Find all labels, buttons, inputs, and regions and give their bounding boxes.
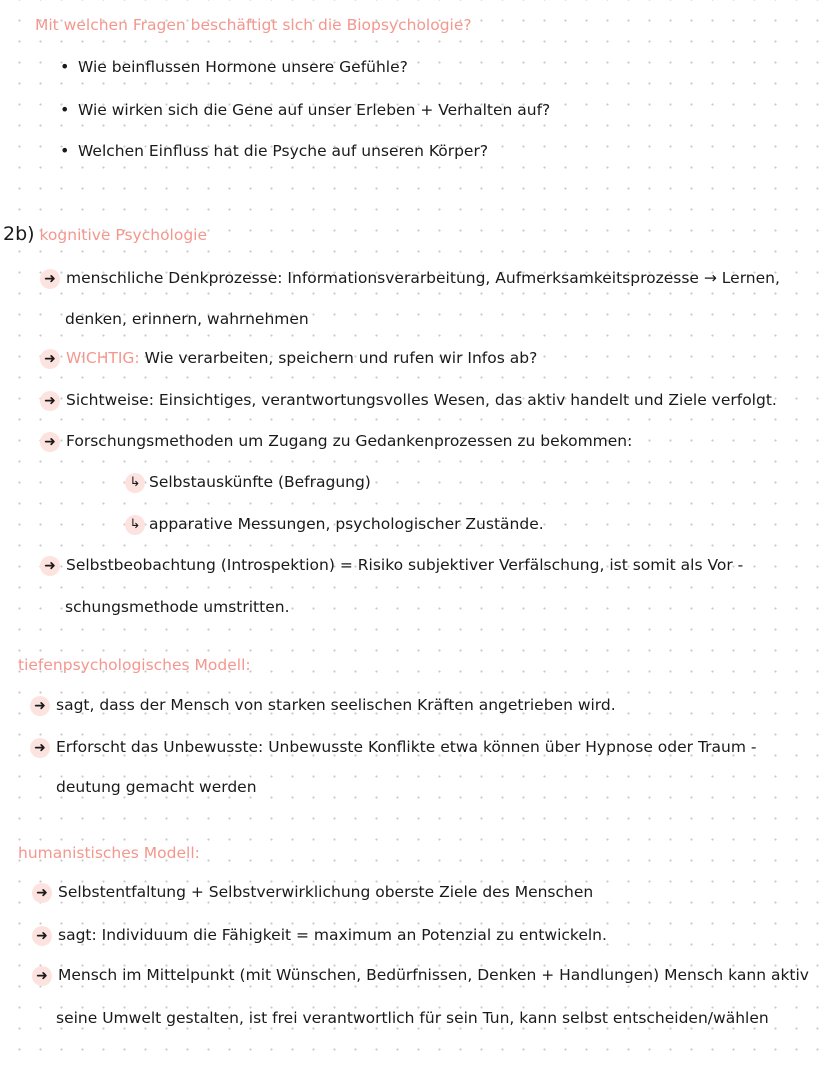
section-number: 2b) — [3, 223, 35, 245]
kog-item-5: ➜ Selbstbeobachtung (Introspektion) = Risiko subjektiver Verfälschung, ist somit als Vor - — [40, 555, 743, 576]
arrow-right-icon: ➜ — [30, 696, 50, 716]
hum-heading: humanistisches Modell: — [18, 844, 200, 862]
hum-item-3-cont: seine Umwelt gestalten, ist frei verantwortlich für sein Tun, kann selbst entscheiden/wählen — [56, 1009, 769, 1027]
important-label: WICHTIG: — [66, 349, 140, 367]
kog-item-4: ➜ Forschungsmethoden um Zugang zu Gedankenprozessen zu bekommen: — [40, 431, 632, 452]
tief-heading: tiefenpsychologisches Modell: — [18, 656, 251, 674]
kog-sub-1: ↳ Selbstauskünfte (Befragung) — [125, 472, 371, 493]
kog-sub-2: ↳ apparative Messungen, psychologischer Zustände. — [125, 514, 544, 535]
arrow-right-icon: ➜ — [40, 391, 60, 411]
arrow-right-icon: ➜ — [32, 926, 52, 946]
kog-title — [3, 224, 207, 245]
bio-bullet-3: • Welchen Einfluss hat die Psyche auf unseren Körper? — [60, 141, 489, 160]
arrow-right-icon: ➜ — [32, 966, 52, 986]
kog-item-1-cont: denken, erinnern, wahrnehmen — [65, 310, 309, 328]
kog-item-1: ➜ menschliche Denkprozesse: Informationsverarbeitung, Aufmerksamkeitsprozesse → Lernen, — [40, 268, 780, 289]
arrow-right-icon: ➜ — [40, 432, 60, 452]
tief-item-2: ➜ Erforscht das Unbewusste: Unbewusste Konflikte etwa können über Hypnose oder Traum - — [30, 737, 756, 758]
arrow-right-icon: ➜ — [32, 883, 52, 903]
kog-item-2: ➜ WICHTIG: Wie verarbeiten, speichern und rufen wir Infos ab? — [40, 348, 537, 369]
bullet-icon: • — [60, 100, 70, 119]
tief-item-2-cont: deutung gemacht werden — [56, 778, 257, 796]
arrow-right-icon: ➜ — [40, 349, 60, 369]
arrow-right-icon: ➜ — [30, 738, 50, 758]
kog-item-3: ➜ Sichtweise: Einsichtiges, verantwortungsvolles Wesen, das aktiv handelt und Ziele verfolgt. — [40, 390, 777, 411]
kog-heading: kognitive Psychologie — [39, 226, 208, 244]
arrow-right-icon: ➜ — [40, 556, 60, 576]
tief-item-1: ➜ sagt, dass der Mensch von starken seelischen Kräften angetrieben wird. — [30, 695, 616, 716]
return-arrow-icon: ↳ — [125, 515, 145, 535]
bio-bullet-1: • Wie beinflussen Hormone unsere Gefühle? — [60, 57, 408, 76]
arrow-right-icon: ➜ — [40, 269, 60, 289]
bullet-icon: • — [60, 57, 70, 76]
bio-heading: Mit welchen Fragen beschäftigt sich die Biopsychologie? — [35, 16, 472, 34]
hum-item-1: ➜ Selbstentfaltung + Selbstverwirklichung oberste Ziele des Menschen — [32, 882, 593, 903]
return-arrow-icon: ↳ — [125, 473, 145, 493]
hum-item-3: ➜ Mensch im Mittelpunkt (mit Wünschen, Bedürfnissen, Denken + Handlungen) Mensch kann aktiv — [32, 965, 809, 986]
hum-item-2: ➜ sagt: Individuum die Fähigkeit = maximum an Potenzial zu entwickeln. — [32, 925, 607, 946]
bullet-icon: • — [60, 141, 70, 160]
bio-bullet-2: • Wie wirken sich die Gene auf unser Erleben + Verhalten auf? — [60, 100, 551, 119]
kog-item-5-cont: schungsmethode umstritten. — [65, 598, 290, 616]
